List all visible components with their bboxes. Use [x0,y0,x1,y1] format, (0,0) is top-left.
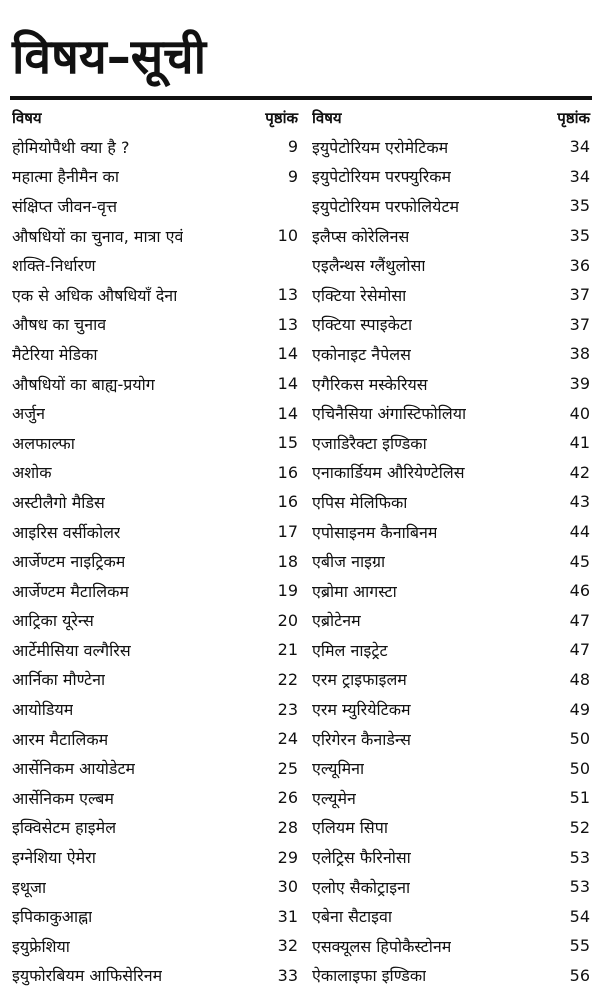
entry-page-number: 17 [277,522,298,542]
toc-entry [12,398,298,428]
toc-entry [312,517,590,547]
toc-entry [12,724,298,754]
entry-page-number: 52 [569,817,590,837]
entry-page-number: 50 [569,729,590,749]
entry-page-number: 35 [569,196,590,216]
toc-entry [312,694,590,724]
entry-page-number: 53 [569,847,590,867]
entry-title: एरम ट्राइफाइलम [312,670,407,690]
entry-title: अलफाल्फा [12,433,75,453]
toc-entry [12,280,298,310]
entry-page-number: 14 [277,403,298,423]
entry-title: आर्टेमीसिया वल्गैरिस [12,640,131,660]
toc-entry [12,428,298,458]
entry-title: आर्जेण्टम मैटालिकम [12,581,129,601]
entry-page-number: 19 [277,581,298,601]
toc-entry [312,931,590,961]
entry-page-number: 46 [569,581,590,601]
entry-title: एसक्यूलस हिपोकैस्टोनम [312,936,452,956]
entry-page-number: 36 [569,255,590,275]
toc-entry [12,487,298,517]
entry-title: एरिगेरन कैनाडेन्स [312,729,411,749]
toc-entry [12,310,298,340]
entry-title: एजाडिरैक्टा इण्डिका [312,433,427,453]
entry-page-number: 56 [569,965,590,985]
entry-page-number: 23 [277,699,298,719]
toc-entry [12,517,298,547]
toc-entry [12,606,298,636]
toc-entry [12,250,298,280]
toc-entry [12,783,298,813]
entry-page-number: 55 [569,936,590,956]
toc-entry [12,576,298,606]
toc-entry [312,665,590,695]
entry-page-number: 13 [277,285,298,305]
entry-page-number: 25 [277,758,298,778]
entry-page-number: 31 [277,906,298,926]
entry-title: ऐकालाइफा इण्डिका [312,966,427,986]
toc-entry [312,487,590,517]
toc-entry [12,842,298,872]
entry-page-number: 9 [287,166,298,186]
entry-title: औषध का चुनाव [12,315,107,335]
toc-entry [12,221,298,251]
entry-page-number: 45 [569,551,590,571]
toc-entry [12,872,298,902]
toc-entry [312,458,590,488]
entry-page-number: 50 [569,758,590,778]
toc-entry [312,280,590,310]
subject-header: विषय [312,109,342,127]
entry-page-number: 13 [277,314,298,334]
entry-page-number: 22 [277,669,298,689]
toc-entry [312,635,590,665]
toc-entry [312,753,590,783]
entry-title: एब्रोटेनम [312,611,361,631]
entry-page-number: 54 [569,906,590,926]
entry-page-number: 18 [277,551,298,571]
entry-title: मैटेरिया मेडिका [12,344,98,364]
entry-title: एबीज नाइग्रा [312,552,386,572]
toc-entry [312,221,590,251]
toc-entry [12,753,298,783]
toc-rows-left [12,132,298,990]
toc-entry [312,961,590,991]
toc-entry [312,428,590,458]
entry-title: होमियोपैथी क्या है ? [12,137,130,157]
entry-title: एइलैन्थस ग्लैंथुलोसा [312,256,426,276]
entry-page-number: 39 [569,374,590,394]
entry-page-number: 15 [277,433,298,453]
entry-title: एबेना सैटाइवा [312,907,393,927]
entry-page-number: 21 [277,640,298,660]
entry-title: एल्यूमेन [312,788,356,808]
toc-entry [312,339,590,369]
toc-entry [12,191,298,221]
toc-entry [12,546,298,576]
entry-title: एनाकार्डियम औरियेण्टेलिस [312,463,465,483]
toc-entry [12,694,298,724]
toc-entry [312,724,590,754]
entry-title: इयुपेटोरियम परफोलियेटम [312,196,460,216]
entry-title: महात्मा हैनीमैन का [12,167,119,187]
entry-title: एक से अधिक औषधियाँ देना [12,285,178,305]
entry-page-number: 53 [569,877,590,897]
entry-page-number: 47 [569,610,590,630]
entry-page-number: 35 [569,226,590,246]
entry-title: इथूजा [12,877,47,897]
entry-page-number: 44 [569,522,590,542]
toc-entry [312,901,590,931]
entry-title: आइरिस वर्सीकोलर [12,522,121,542]
entry-title: एलियम सिपा [312,818,388,838]
subject-header: विषय [12,109,42,127]
entry-title: एब्रोमा आगस्टा [312,581,397,601]
entry-page-number: 33 [277,965,298,985]
entry-title: इग्नेशिया ऐमेरा [12,848,96,868]
entry-title: औषधियों का चुनाव, मात्रा एवं [12,226,184,246]
entry-title: आर्जेण्टम नाइट्रिकम [12,552,126,572]
entry-title: इपिकाकुआह्ना [12,907,93,927]
toc-entry [12,665,298,695]
toc-entry [312,369,590,399]
toc-entry [312,872,590,902]
entry-page-number: 32 [277,936,298,956]
entry-page-number: 42 [569,462,590,482]
entry-page-number: 40 [569,403,590,423]
entry-page-number: 14 [277,344,298,364]
toc-rows-right [312,132,590,990]
entry-page-number: 43 [569,492,590,512]
toc-entry [12,931,298,961]
toc-entry [12,901,298,931]
toc-entry [12,813,298,843]
entry-page-number: 37 [569,285,590,305]
entry-title: एपोसाइनम कैनाबिनम [312,522,438,542]
entry-title: आर्निका मौण्टेना [12,670,106,690]
entry-page-number: 10 [277,226,298,246]
toc-entry [12,339,298,369]
entry-title: संक्षिप्त जीवन-वृत्त [12,196,118,216]
entry-page-number: 29 [277,847,298,867]
toc-entry [312,606,590,636]
toc-entry [312,250,590,280]
toc-entry [312,191,590,221]
column-header [12,104,298,132]
entry-title: एलोए सैकोट्राइना [312,877,411,897]
entry-title: आयोडियम [12,700,74,720]
toc-column-right [312,104,590,990]
entry-title: एलेट्रिस फैरिनोसा [312,848,411,868]
entry-title: आट्रिका यूरेन्स [12,611,94,631]
entry-page-number: 30 [277,877,298,897]
entry-title: एकोनाइट नैपेलस [312,344,411,364]
entry-page-number: 34 [569,137,590,157]
toc-entry [312,546,590,576]
entry-title: एक्टिया स्पाइकेटा [312,315,413,335]
entry-page-number: 49 [569,699,590,719]
entry-page-number: 16 [277,462,298,482]
entry-title: अर्जुन [12,404,45,424]
entry-page-number: 24 [277,729,298,749]
entry-title: अस्टीलैगो मैडिस [12,492,105,512]
entry-title: आर्सेनिकम आयोडेटम [12,759,136,779]
entry-page-number: 16 [277,492,298,512]
toc-entry [12,635,298,665]
entry-page-number: 37 [569,314,590,334]
entry-title: इलैप्स कोरेलिनस [312,226,410,246]
entry-page-number: 48 [569,669,590,689]
entry-page-number: 9 [287,137,298,157]
entry-page-number: 26 [277,788,298,808]
toc-column-left [12,104,298,990]
entry-title: आरम मैटालिकम [12,729,109,749]
entry-title: इयुफोरबियम आफिसेरिनम [12,966,163,986]
toc-entry [12,162,298,192]
entry-title: इयुफ्रेशिया [12,936,70,956]
toc-entry [12,458,298,488]
title-underline [10,96,592,100]
page-header: पृष्ठांक [557,109,590,127]
entry-page-number: 47 [569,640,590,660]
entry-title: शक्ति-निर्धारण [12,256,96,276]
page-title: विषय–सूची [12,29,207,85]
entry-title: इक्विसेटम हाइमेल [12,818,117,838]
entry-title: एचिनैसिया अंगास्टिफोलिया [312,404,467,424]
entry-title: इयुपेटोरियम एरोमेटिकम [312,137,449,157]
entry-title: आर्सेनिकम एल्बम [12,788,114,808]
entry-page-number: 28 [277,817,298,837]
toc-entry [12,132,298,162]
entry-title: एपिस मेलिफिका [312,492,408,512]
toc-entry [312,783,590,813]
entry-title: एल्यूमिना [312,759,365,779]
entry-page-number: 14 [277,374,298,394]
toc-entry [12,369,298,399]
entry-title: औषधियों का बाह्य-प्रयोग [12,374,155,394]
entry-title: एरम म्युरियेटिकम [312,700,411,720]
toc-entry [312,813,590,843]
toc-entry [12,961,298,991]
page-header: पृष्ठांक [265,109,298,127]
entry-title: एमिल नाइट्रेट [312,640,388,660]
entry-page-number: 51 [569,788,590,808]
entry-title: इयुपेटोरियम परफ्युरिकम [312,167,452,187]
entry-page-number: 38 [569,344,590,364]
column-header [312,104,590,132]
entry-title: अशोक [12,463,52,483]
toc-entry [312,310,590,340]
toc-entry [312,162,590,192]
toc-entry [312,398,590,428]
entry-title: एक्टिया रेसेमोसा [312,285,407,305]
entry-page-number: 20 [277,610,298,630]
toc-entry [312,132,590,162]
entry-page-number: 34 [569,166,590,186]
entry-page-number: 41 [569,433,590,453]
toc-entry [312,842,590,872]
entry-title: एगैरिकस मस्केरियस [312,374,428,394]
toc-entry [312,576,590,606]
